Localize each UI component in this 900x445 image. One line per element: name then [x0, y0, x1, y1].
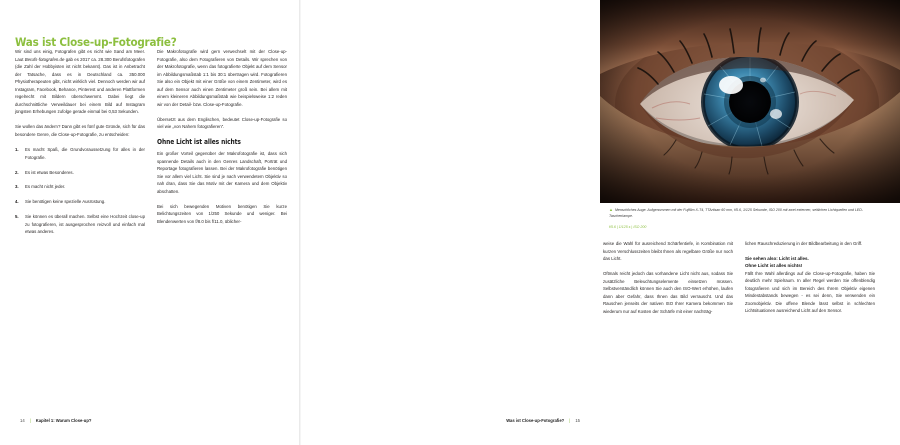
paragraph: Die Makrofotografie wird gern verwechselt mit der Close-up-Fotografie, also dem Fotografieren von Details. Wir sprechen von der Makrofotografie, wenn das fotografierte Objekt auf dem Sensor im Abbildungsmaßstab 1:1 bis 30:1 übertragen wird. Fotografieren Sie also ein Objekt mit einer Größe von einem Zentimeter, wird es auf dem Sensor auch einen Zentimeter groß sein. Bei allem mit einem kleineren Abbildungsmaßstab wie beispielsweise 1:2 reden wir von der Detail- bzw. Close-up-Fotografie.: [157, 49, 287, 107]
column-four: [745, 240, 875, 322]
list-item: [15, 146, 145, 161]
paragraph-italic: Berufs-fotografen.de: [24, 56, 65, 62]
paragraph: Übersetzt aus dem Englischen, bedeutet Close-up-Fotografie so viel wie „von Nahem fotografieren“.: [157, 116, 287, 130]
list-number: 3.: [15, 184, 19, 190]
paragraph-text: Wir sind uns einig, Fotografen gibt es nicht wie Sand am Meer. Laut: [15, 49, 145, 62]
list-item: [15, 198, 145, 206]
footer-left: [20, 418, 91, 423]
column-one: [15, 48, 145, 243]
list-item: [15, 183, 145, 191]
page-number: 14: [20, 418, 25, 423]
paragraph: Ein großer Vorteil gegenüber der Makrofotografie ist, dass sich spannende Details auch in den Genres Landschaft, Porträt und Reportage fotografieren lassen. Bei der Makrofotografie benötigen Sie vor allem viel Licht. Sie sind je nach verwendetem Objektiv so nah dran, dass Sie das Motiv mit der Kamera und dem Objektiv abschatten.: [157, 150, 287, 194]
exif-data: f/5.6 | 1/125 s | ISO 200: [609, 225, 647, 229]
list-number: 1.: [15, 147, 19, 153]
left-page: [0, 0, 300, 445]
footer-right: [506, 418, 580, 423]
paragraph: [15, 48, 145, 116]
page-number: 15: [575, 418, 580, 423]
paragraph: weise die Wahl für ausreichend Schärfentiefe, in Kombination mit kurzen Verschlusszeiten bleibt Ihnen als regelbare Größe nur noch das Licht.: [603, 241, 733, 262]
photo-caption: [609, 207, 879, 219]
column-two: [157, 48, 287, 233]
list-text: Sie können es überall machen. Selbst eine Hochzeit close-up zu fotografieren, ist ausgesprochen reizvoll und einfach mal etwas anderes.: [25, 214, 145, 235]
paragraph: Sie wollen das ändern? Dann gibt es fünf gute Gründe, sich für das besondere Genre, die Close-up-Fotografie, zu entscheiden:: [15, 124, 145, 137]
column-three: [603, 240, 733, 323]
paragraph-text-cont: gab es 2017 ca. 28.300 Berufsfotografen (die Zahl der Hobbyisten ist nicht bekannt). Das ist in Anbetracht der Tatsache, dass es in Deutschland ca. 350.000 Physiotherapeuten gibt, nicht wirklich viel. Dennoch werden wir auf Instagram, Facebook, Behance, Pinterest und anderen Plattformen regelrecht mit Bildern überschwemmt. Dabei liegt die durchschnittliche Verweildauer bei einem Bild auf Instagram jüngsten Erhebungen zufolge gerade einmal bei 0,53 Sekunden.: [15, 56, 145, 115]
caption-marker-icon: ▲: [609, 207, 613, 212]
paragraph: [745, 255, 875, 315]
page-title: Was ist Close-up-Fotografie?: [15, 34, 177, 49]
reasons-list: [15, 146, 145, 236]
list-number: 4.: [15, 199, 19, 205]
list-text: Es macht Spaß, die Grundvoraussetzung für alles in der Fotografie.: [25, 147, 145, 160]
caption-text: Menschliches Auge. Aufgenommen mit der Fujifilm X-T4, TTArtisan 60 mm, f/5.6, 1/125 Sekunde, ISO 200 mit zwei externen, seitlichen Lichtquellen und LED-Taschenlampe.: [609, 208, 864, 219]
list-number: 5.: [15, 214, 19, 220]
list-item: [15, 169, 145, 177]
list-text: Es ist etwas Besonderes.: [25, 169, 74, 175]
eye-photograph: [600, 0, 900, 203]
list-text: Sie benötigen keine spezielle Ausrüstung.: [25, 199, 106, 205]
subheading-ohne-licht: Ohne Licht ist alles nichts: [157, 138, 241, 147]
paragraph: Bei sich bewegenden Motiven benötigen Sie kurze Belichtungszeiten von 1/250 Sekunde und weniger. Bei Blendenwerten von f/8.0 bis f/11.0, üblicher-: [157, 203, 287, 224]
spread-gutter: [299, 0, 301, 445]
right-page: [300, 0, 875, 445]
paragraph: Oftmals reicht jedoch das vorhandene Licht nicht aus, sodass Sie zusätzliche Beleuchtungselemente einsetzen müssen. Selbstverständlich können Sie auch den ISO-Wert erhöhen, laufen dann aber Gefahr, dass Ihnen das Bild verrauscht. Und das Rauschen jenseits der nativen ISO Ihrer Kamera bekommen Sie wiederum nur auf Kosten der Schärfe mit einer nachträg-: [603, 271, 733, 314]
list-text: Es macht nicht jeder.: [25, 184, 66, 190]
list-number: 2.: [15, 169, 19, 175]
paragraph: lichen Rauschreduzierung in der Bildbearbeitung in den Griff.: [745, 241, 863, 246]
footer-separator: |: [569, 418, 571, 423]
section-label: Was ist Close-up-Fotografie?: [506, 418, 565, 423]
inline-heading-line2: Ohne Licht ist alles nichts!: [745, 263, 803, 269]
paragraph-text: Fällt Ihre Wahl allerdings auf die Close-up-Fotografie, haben Sie deutlich mehr Spielraum. In aller Regel werden Sie offenblendig fotografieren und sich im Bereich des Ihrem Objektiv eigenen Mindestabstands bewegen - es sei denn, Sie verwenden ein Zoomobjektiv. Die offene Blende lässt selbst in schlechten Lichtsituationen ausreichend Licht auf den Sensor.: [745, 270, 875, 314]
footer-separator: |: [29, 418, 31, 423]
chapter-label: Kapitel 1: Warum Close-up?: [35, 418, 92, 423]
list-item: [15, 213, 145, 236]
inline-heading-line1: Sie sehen also: Licht ist alles.: [745, 256, 809, 262]
